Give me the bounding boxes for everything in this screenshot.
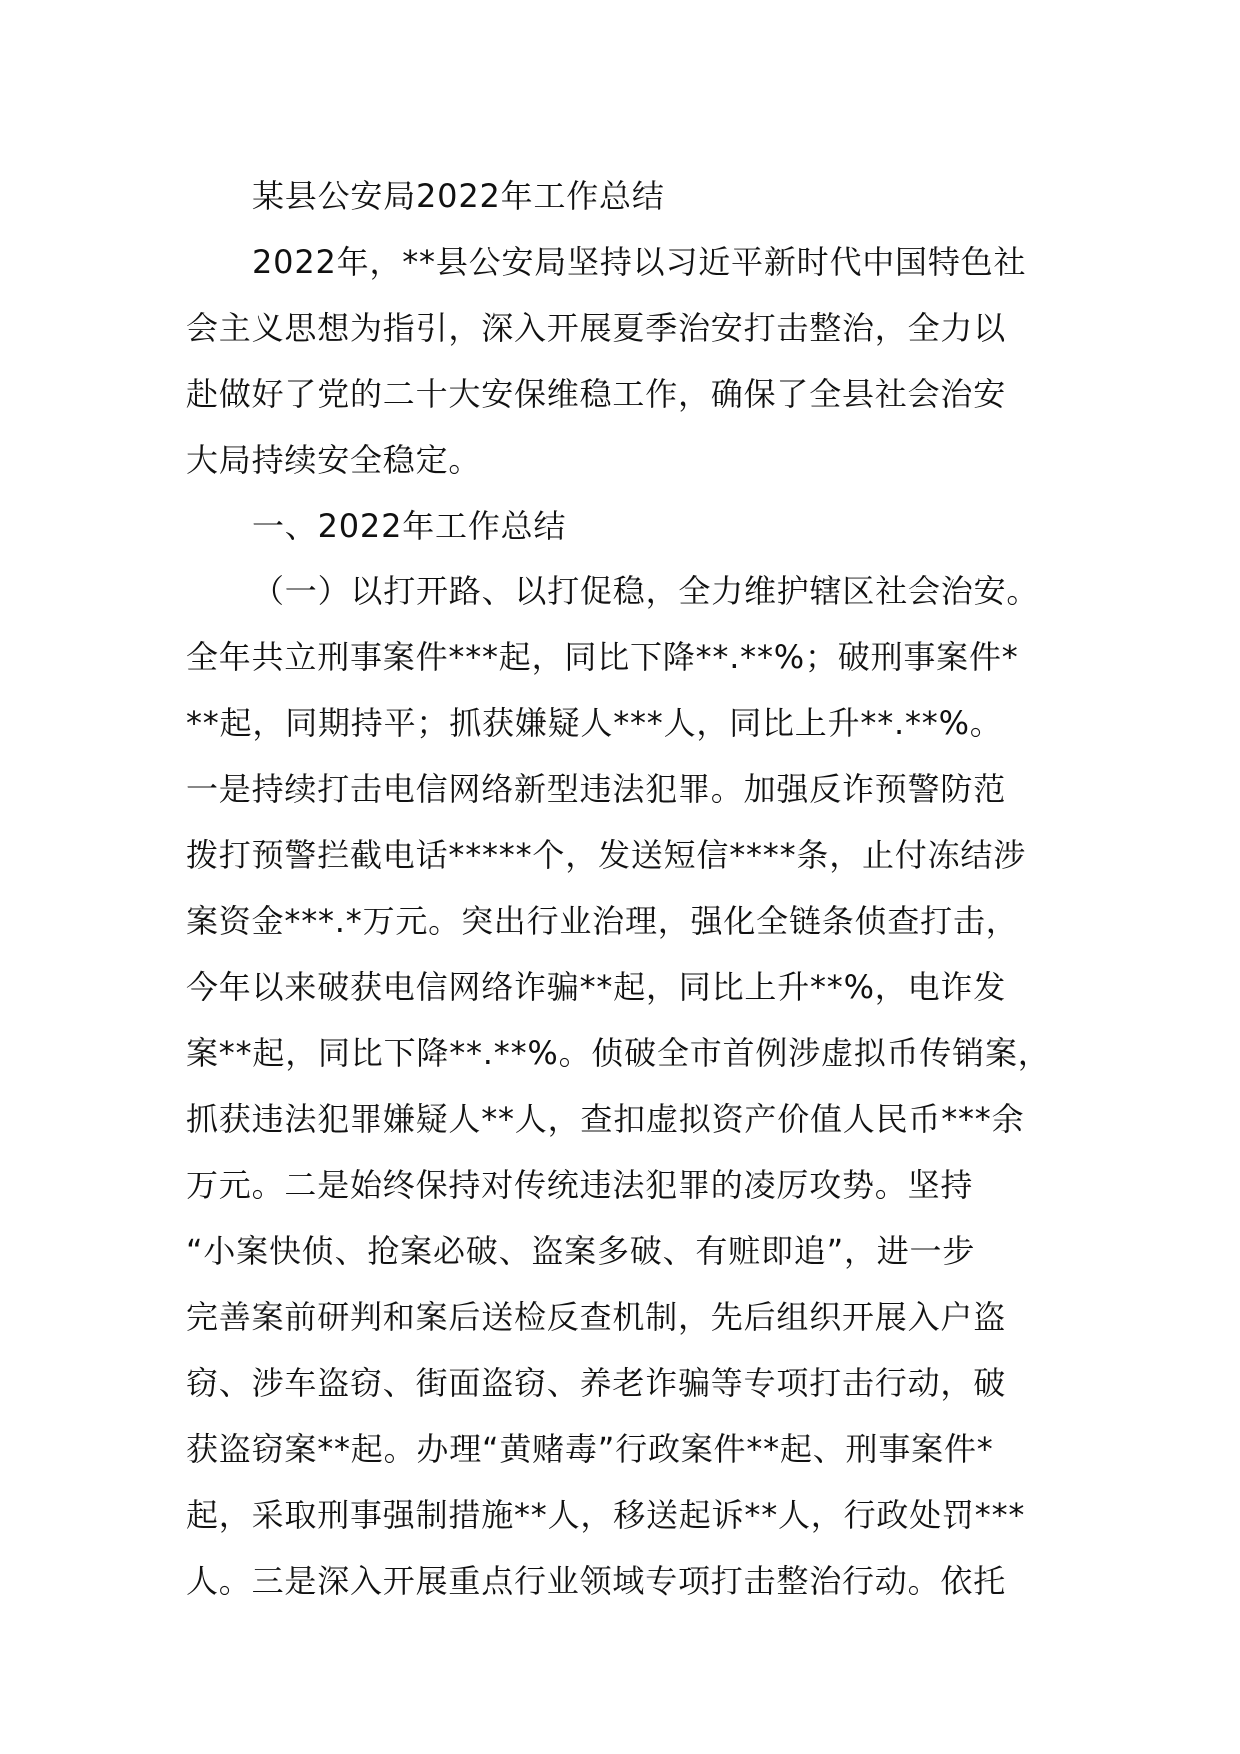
body-line: 万元。二是始终保持对传统违法犯罪的凌厉攻势。坚持 [186, 1166, 974, 1204]
document-title: 某县公安局2022年工作总结 [252, 177, 665, 215]
body-line: 一是持续打击电信网络新型违法犯罪。加强反诈预警防范 [186, 770, 1007, 808]
intro-line: 会主义思想为指引，深入开展夏季治安打击整治，全力以 [186, 309, 1007, 347]
body-line: 案**起，同比下降**.**%。侦破全市首例涉虚拟币传销案， [186, 1034, 1051, 1072]
body-line: **起，同期持平；抓获嫌疑人***人，同比上升**.**%。 [186, 704, 1003, 742]
section-heading: 一、2022年工作总结 [252, 507, 567, 545]
body-line: 起，采取刑事强制措施**人，移送起诉**人，行政处罚*** [186, 1496, 1026, 1534]
body-line: 完善案前研判和案后送检反查机制，先后组织开展入户盗 [186, 1298, 1007, 1336]
intro-line: 赴做好了党的二十大安保维稳工作，确保了全县社会治安 [186, 375, 1007, 413]
body-line: 抓获违法犯罪嫌疑人**人，查扣虚拟资产价值人民币***余 [186, 1100, 1025, 1138]
body-line: 窃、涉车盗窃、街面盗窃、养老诈骗等专项打击行动，破 [186, 1364, 1007, 1402]
body-line: 获盗窃案**起。办理“黄赌毒”行政案件**起、刑事案件* [186, 1430, 994, 1468]
body-line: 全年共立刑事案件***起，同比下降**.**%；破刑事案件* [186, 638, 1019, 676]
body-line: （一）以打开路、以打促稳，全力维护辖区社会治安。 [252, 572, 1040, 610]
body-line: 案资金***.*万元。突出行业治理，强化全链条侦查打击， [186, 902, 1019, 940]
body-line: 人。三是深入开展重点行业领域专项打击整治行动。依托 [186, 1562, 1007, 1600]
body-line: “小案快侦、抢案必破、盗案多破、有赃即追”，进一步 [186, 1232, 976, 1270]
body-line: 拨打预警拦截电话*****个，发送短信****条，止付冻结涉 [186, 836, 1027, 874]
body-line: 今年以来破获电信网络诈骗**起，同比上升**%，电诈发 [186, 968, 1007, 1006]
intro-line: 2022年，**县公安局坚持以习近平新时代中国特色社 [252, 243, 1027, 281]
intro-line: 大局持续安全稳定。 [186, 441, 482, 479]
